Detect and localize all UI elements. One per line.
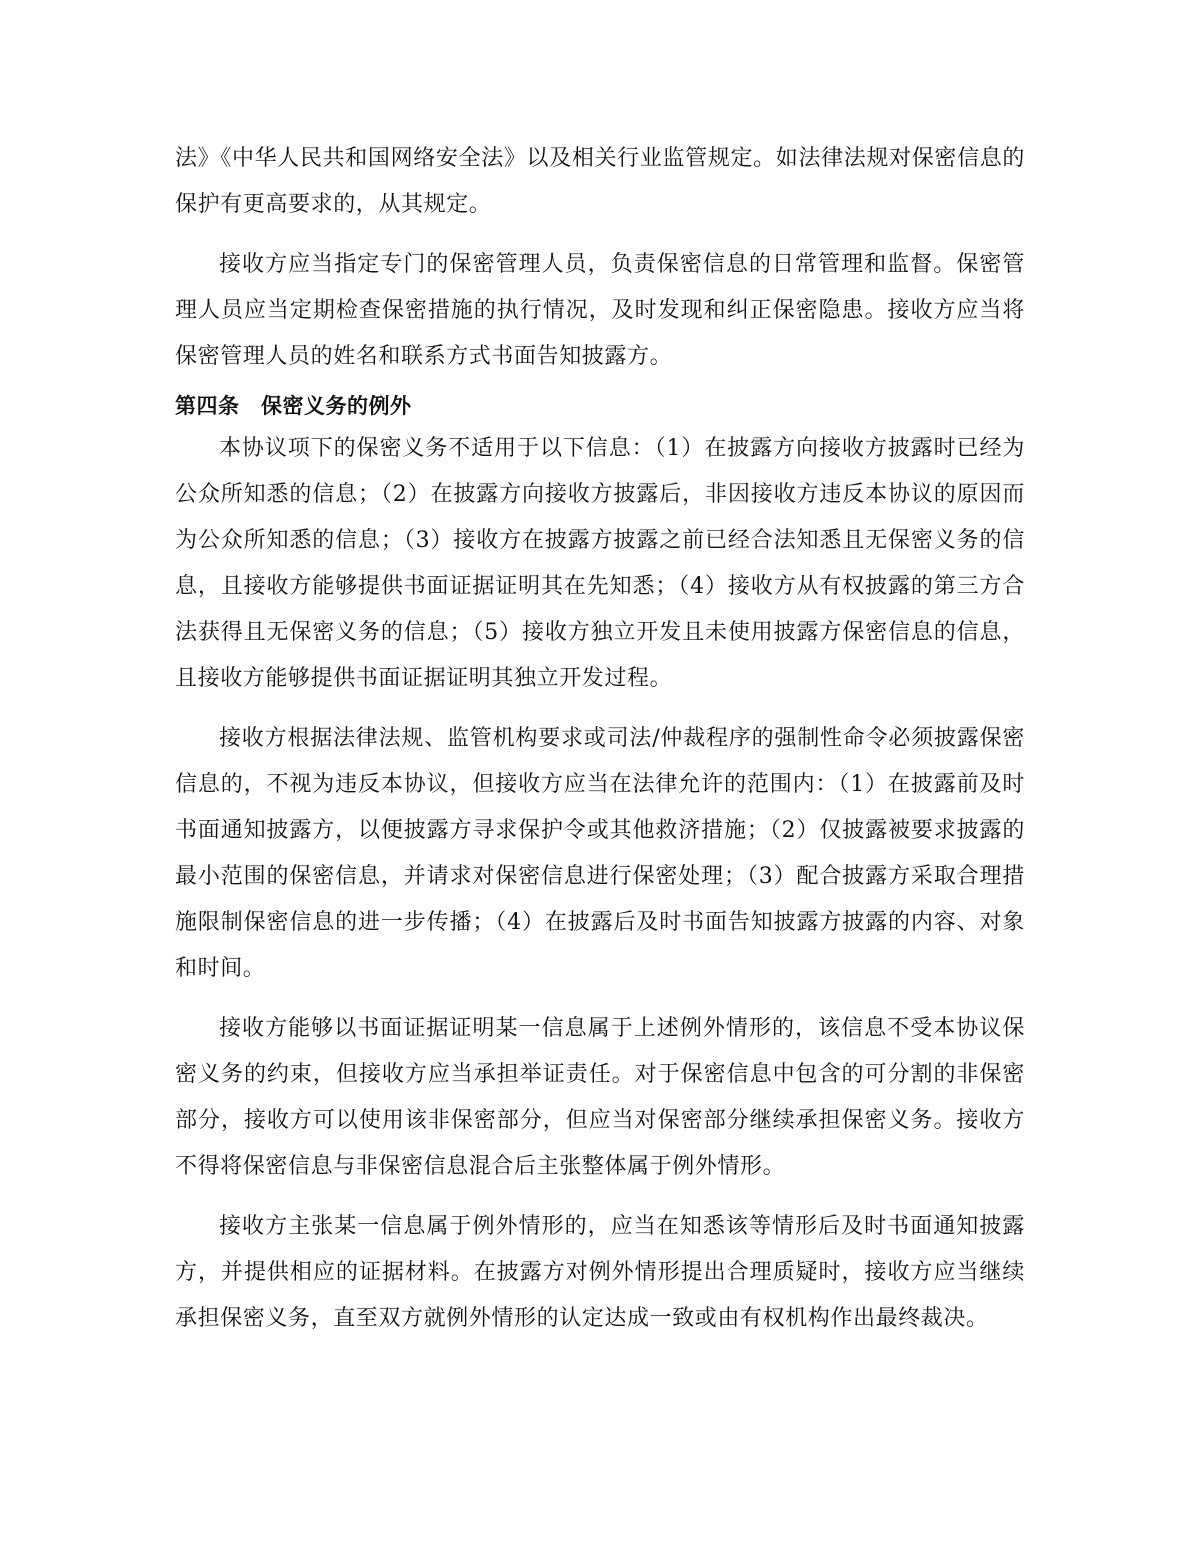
paragraph-exceptions: 本协议项下的保密义务不适用于以下信息：（1）在披露方向接收方披露时已经为公众所知悉的信息；（2）在披露方向接收方披露后，非因接收方违反本协议的原因而为公众所知悉的信息；（3）接收方在披露方披露之前已经合法知悉且无保密义务的信息，且接收方能够提供书面证据证明其在先知悉；（4）接收方从有权披露的第三方合法获得且无保密义务的信息；（5）接收方独立开发且未使用披露方保密信息的信息，且接收方能够提供书面证据证明其独立开发过程。 bbox=[175, 436, 1025, 691]
paragraph-burden-of-proof: 接收方能够以书面证据证明某一信息属于上述例外情形的，该信息不受本协议保密义务的约束，但接收方应当承担举证责任。对于保密信息中包含的可分割的非保密部分，接收方可以使用该非保密部分，但应当对保密部分继续承担保密义务。接收方不得将保密信息与非保密信息混合后主张整体属于例外情形。 bbox=[175, 1016, 1025, 1179]
paragraph-compelled-disclosure: 接收方根据法律法规、监管机构要求或司法/仲裁程序的强制性命令必须披露保密信息的，不视为违反本协议，但接收方应当在法律允许的范围内：（1）在披露前及时书面通知披露方，以便披露方寻求保护令或其他救济措施；（2）仅披露被要求披露的最小范围的保密信息，并请求对保密信息进行保密处理；（3）配合披露方采取合理措施限制保密信息的进一步传播；（4）在披露后及时书面告知披露方披露的内容、对象和时间。 bbox=[175, 726, 1025, 981]
paragraph-continued: 法》《中华人民共和国网络安全法》以及相关行业监管规定。如法律法规对保密信息的保护有更高要求的，从其规定。 bbox=[175, 146, 1025, 217]
paragraph-confidentiality-officer: 接收方应当指定专门的保密管理人员，负责保密信息的日常管理和监督。保密管理人员应当定期检查保密措施的执行情况，及时发现和纠正保密隐患。接收方应当将保密管理人员的姓名和联系方式书面告知披露方。 bbox=[175, 252, 1025, 369]
article-heading: 第四条 保密义务的例外 bbox=[175, 394, 412, 418]
paragraph-notice-of-exception: 接收方主张某一信息属于例外情形的，应当在知悉该等情形后及时书面通知披露方，并提供相应的证据材料。在披露方对例外情形提出合理质疑时，接收方应当继续承担保密义务，直至双方就例外情形的认定达成一致或由有权机构作出最终裁决。 bbox=[175, 1214, 1025, 1331]
document-page bbox=[175, 136, 1025, 1342]
